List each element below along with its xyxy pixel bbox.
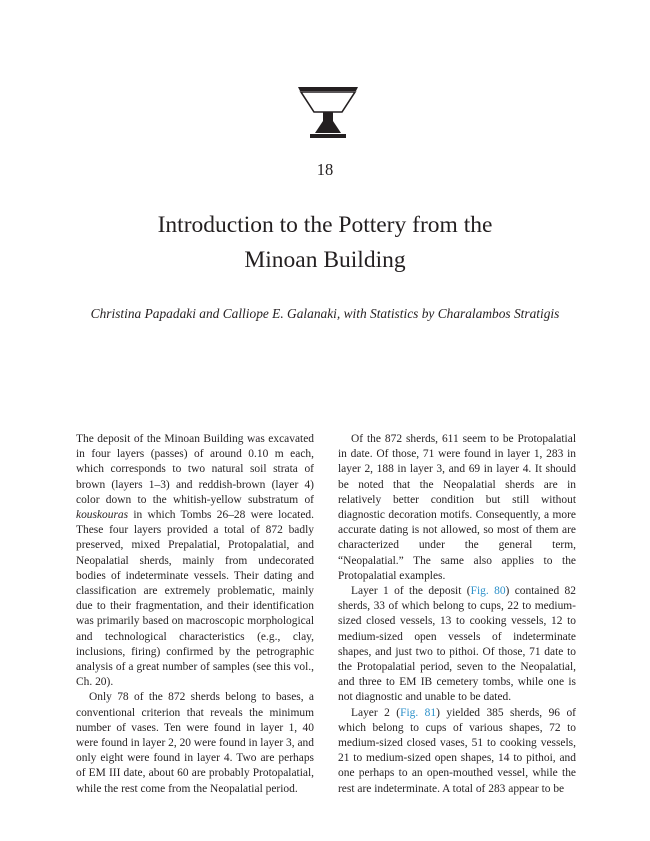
paragraph: Only 78 of the 872 sherds belong to bases, a conventional criterion that reveals the minimum number of vases. Ten were found in layer 1, 40 were found in layer 2, 20 were found in layer 3, and only eight were found in layer 4. Two are perhaps of EM III date, about 60 are probably Protopalatial, while the rest come from the Neopalatial period. [76, 691, 314, 795]
paragraph [76, 432, 314, 690]
left-text-column [76, 432, 314, 797]
chapter-number: 18 [316, 160, 334, 179]
chapter-title-line-2: Minoan Building [244, 247, 406, 273]
goblet-ornament-icon [297, 86, 359, 141]
right-text-column [338, 432, 576, 797]
paragraph [338, 584, 576, 706]
text-run: ) contained 82 sherds, 33 of which belong to cups, 22 to medium-sized closed vessels, 13 to cooking vessels, 12 to medium-sized open vessels of indeterminate shapes, and just two to pithoi. Of those, 71 date to the Protopalatial period, seven to the Neopalatial, and three to EM IB cemetery tombs, while one is not diagnostic and unable to be dated. [338, 585, 576, 704]
italic-term: kouskouras [76, 509, 129, 522]
figure-81-link[interactable]: Fig. 81 [400, 706, 437, 719]
text-run: The deposit of the Minoan Building was excavated in four layers (passes) of around 0.10 m each, which corresponds to two natural soil strata of brown (layers 1–3) and reddish-brown (layer 4) color down to the whitish-yellow substratum of [76, 433, 314, 506]
figure-80-link[interactable]: Fig. 80 [470, 585, 506, 598]
chapter-title [60, 208, 590, 278]
paragraph: Of the 872 sherds, 611 seem to be Protopalatial in date. Of those, 71 were found in layer 1, 283 in layer 2, 188 in layer 3, and 69 in layer 4. It should be noted that the Neopalatial sherds are in relatively better condition but still without diagnostic decoration motifs. Consequently, a more accurate dating is not allowed, so most of them are characterized under the general term, “Neopalatial.” The same also applies to the Protopalatial examples. [338, 433, 576, 582]
text-run: in which Tombs 26–28 were located. These four layers provided a total of 872 badly preserved, mixed Prepalatial, Protopalatial, and Neopalatial sherds, mainly from undecorated bodies of indeterminate vessels. Their dating and classification are extremely problematic, mainly due to their fragmentation, and their identification was primarily based on macroscopic morphological and technological characteristics (e.g., clay, inclusions, firing) confirmed by the petrographic analysis of a great number of samples (see this vol., Ch. 20). [76, 509, 314, 689]
text-run: ) yielded 385 sherds, 96 of which belong to cups of various shapes, 72 to medium-sized closed vases, 51 to cooking vessels, 21 to medium-sized open shapes, 14 to pithoi, and one perhaps to an open-mouthed vessel, while the rest are indeterminate. A total of 283 appear to be [338, 706, 576, 795]
chapter-title-line-1: Introduction to the Pottery from the [157, 212, 493, 238]
text-run: Layer 1 of the deposit ( [351, 585, 471, 598]
text-run: Layer 2 ( [351, 706, 401, 719]
paragraph [338, 706, 576, 797]
chapter-authors: Christina Papadaki and Calliope E. Galanaki, with Statistics by Charalambos Stratigis [90, 306, 560, 321]
